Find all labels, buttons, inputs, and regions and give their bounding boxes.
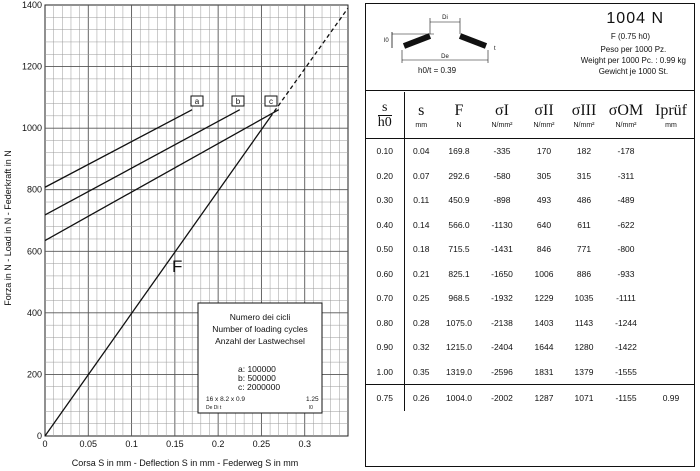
x-tick-label: 0.3 — [298, 439, 311, 449]
header-sigma-1-unit: N/mm² — [491, 121, 513, 129]
table-cell: 0.25 — [412, 293, 430, 304]
header-sigma-1 — [480, 92, 524, 139]
table-cell — [648, 286, 694, 311]
table-cell: 611 — [577, 219, 591, 230]
table-cell: 1035 — [574, 293, 594, 304]
table-cell: 0.07 — [412, 170, 430, 181]
weight-line-2: Weight per 1000 Pc. : 0.99 kg — [580, 56, 686, 65]
table-cell: 305 — [536, 170, 552, 181]
table-cell — [648, 139, 694, 164]
model-number: 1004 N — [606, 10, 664, 27]
legend-extra: 1.25 — [306, 396, 319, 403]
header-sigma-om-unit: N/mm² — [615, 121, 637, 129]
table-cell: 0.14 — [412, 219, 430, 230]
table-cell: -335 — [493, 146, 511, 157]
header-s-unit: mm — [415, 121, 428, 129]
table-cell: 0.04 — [412, 146, 430, 157]
table-row — [366, 286, 694, 311]
legend-title-2: Number of loading cycles — [212, 324, 308, 334]
table-cell: 566.0 — [448, 219, 470, 230]
y-tick-label: 600 — [26, 246, 42, 257]
box-label-b — [232, 96, 244, 106]
table-cell: 493 — [536, 195, 552, 206]
table-cell: 0.60 — [366, 262, 404, 287]
curve-label-f: F — [172, 257, 183, 276]
table-cell: 825.1 — [448, 268, 470, 279]
header-sigma-2-sym: σII — [534, 101, 554, 119]
box-label-c-text: c — [269, 97, 273, 106]
header-l-pruef-sym: Iprüf — [655, 101, 687, 119]
table-cell: -1244 — [615, 317, 637, 328]
legend-entry-a: a: 100000 — [238, 364, 276, 374]
header-sigma-3-sym: σIII — [571, 101, 597, 119]
table-cell: -489 — [617, 195, 635, 206]
y-tick-label: 400 — [26, 307, 42, 318]
header-l-pruef — [648, 92, 694, 139]
table-cell: 1.00 — [366, 360, 404, 385]
table-summary-row — [366, 385, 694, 412]
table-cell: 0.50 — [366, 237, 404, 262]
table-row — [366, 213, 694, 238]
box-label-a-text: a — [194, 97, 200, 106]
diagram-label-l0: l0 — [384, 38, 389, 44]
table-cell: -1555 — [615, 366, 637, 377]
table-cell: 1287 — [524, 385, 564, 412]
table-cell — [648, 237, 694, 262]
table-row — [366, 311, 694, 336]
table-cell: -800 — [617, 244, 635, 255]
table-header-row — [366, 92, 694, 139]
table-row — [366, 262, 694, 287]
y-tick-label: 800 — [26, 184, 42, 195]
table-cell: 486 — [576, 195, 592, 206]
table-cell: 0.10 — [366, 139, 404, 164]
table-cell: 169.8 — [448, 146, 470, 157]
table-cell: 0.30 — [366, 188, 404, 213]
table-row — [366, 188, 694, 213]
header-s-h0 — [366, 92, 404, 139]
table-cell: 968.5 — [448, 293, 470, 304]
table-cell: 0.28 — [412, 317, 430, 328]
table-cell: 0.26 — [404, 385, 438, 412]
box-label-b-text: b — [235, 97, 241, 106]
header-f-unit: N — [456, 121, 462, 129]
header-s-h0-denominator: h0 — [377, 114, 392, 130]
table-cell: -2138 — [491, 317, 513, 328]
table-cell: 1075.0 — [446, 317, 472, 328]
y-tick-label: 200 — [26, 369, 42, 380]
legend-title-3: Anzahl der Lastwechsel — [215, 336, 305, 346]
x-tick-label: 0 — [42, 439, 48, 449]
table-cell: 846 — [536, 244, 552, 255]
box-label-a — [191, 96, 203, 106]
legend-dims: 16 x 8.2 x 0.9 — [206, 396, 246, 403]
table-cell: 1280 — [574, 342, 594, 353]
table-row — [366, 237, 694, 262]
table-cell: 1229 — [534, 293, 554, 304]
diagram-label-t: t — [494, 46, 496, 52]
legend-extra-label: l0 — [309, 405, 313, 411]
table-cell: 0.70 — [366, 286, 404, 311]
table-cell: -2596 — [491, 366, 513, 377]
table-cell — [648, 188, 694, 213]
table-cell — [648, 360, 694, 385]
ratio-label: h0/t = 0.39 — [418, 66, 457, 75]
x-tick-label: 0.25 — [252, 439, 271, 449]
table-cell: 0.32 — [412, 342, 430, 353]
header-sigma-om — [604, 92, 648, 139]
table-row — [366, 164, 694, 189]
diagram-label-di: Di — [442, 15, 448, 21]
table-cell: 1143 — [574, 317, 594, 328]
table-cell: 450.9 — [448, 195, 470, 206]
box-label-c — [265, 96, 277, 106]
cycles-legend — [198, 303, 322, 413]
table-row — [366, 335, 694, 360]
spec-table — [366, 92, 694, 411]
legend-entry-c: c: 2000000 — [238, 382, 281, 392]
table-cell: 1644 — [534, 342, 554, 353]
table-cell: 1319.0 — [446, 366, 472, 377]
table-cell: 292.6 — [448, 170, 470, 181]
table-row — [366, 360, 694, 385]
legend-dims-labels: De Di t — [206, 405, 222, 411]
table-cell: 170 — [536, 146, 552, 157]
table-cell: 0.75 — [366, 385, 404, 412]
table-cell: -311 — [617, 170, 635, 181]
table-cell — [648, 311, 694, 336]
header-sigma-1-sym: σI — [495, 101, 509, 119]
table-cell: 0.35 — [412, 366, 430, 377]
table-row — [366, 139, 694, 164]
table-cell: 0.11 — [413, 195, 430, 206]
legend-title-1: Numero dei cicli — [229, 312, 291, 322]
table-cell: 640 — [536, 219, 552, 230]
table-cell — [648, 164, 694, 189]
diagram-label-de: De — [441, 54, 449, 60]
table-cell: -1932 — [491, 293, 513, 304]
table-cell: -1422 — [615, 342, 637, 353]
header-sigma-om-sym: σOM — [608, 101, 644, 119]
table-cell: 886 — [576, 268, 592, 279]
y-tick-label: 1200 — [21, 61, 42, 72]
table-cell: 1006 — [534, 268, 554, 279]
header-sigma-2 — [524, 92, 564, 139]
table-cell: 315 — [576, 170, 592, 181]
table-cell: 182 — [576, 146, 592, 157]
y-tick-label: 1000 — [21, 123, 42, 134]
table-cell: 1004.0 — [438, 385, 480, 412]
table-cell: 0.40 — [366, 213, 404, 238]
x-tick-label: 0.15 — [166, 439, 184, 449]
table-cell: -898 — [493, 195, 511, 206]
header-s-h0-fraction — [378, 101, 392, 130]
table-cell: 0.90 — [366, 335, 404, 360]
header-sigma-3 — [564, 92, 604, 139]
table-cell — [648, 262, 694, 287]
y-axis-label: Forza in N - Load in N - Federkraft in N — [3, 150, 13, 306]
x-tick-label: 0.1 — [125, 439, 138, 449]
table-cell: 1831 — [534, 366, 554, 377]
table-body — [366, 139, 694, 412]
table-cell: -2002 — [480, 385, 524, 412]
table-cell: 771 — [576, 244, 592, 255]
spring-cross-section-diagram — [374, 8, 514, 70]
header-l-pruef-unit: mm — [665, 121, 677, 129]
weight-line-1: Peso per 1000 Pz. — [600, 45, 667, 54]
table-cell: -580 — [493, 170, 511, 181]
table-cell: 0.21 — [412, 268, 430, 279]
weight-line-3: Gewicht je 1000 St. — [598, 67, 669, 76]
table-cell: 1071 — [564, 385, 604, 412]
table-cell: -1111 — [616, 293, 636, 304]
header-sigma-3-unit: N/mm² — [573, 121, 595, 129]
table-cell: 0.80 — [366, 311, 404, 336]
y-tick-label: 0 — [36, 431, 42, 441]
table-cell: -622 — [617, 219, 635, 230]
table-cell: 1215.0 — [446, 342, 472, 353]
x-tick-label: 0.05 — [79, 439, 98, 449]
table-cell: -178 — [617, 146, 635, 157]
spec-panel — [365, 3, 695, 467]
table-cell: -1431 — [491, 244, 513, 255]
table-cell: 1403 — [534, 317, 554, 328]
x-axis-label: Corsa S in mm - Deflection S in mm - Federweg S in mm — [71, 458, 299, 468]
header-s-h0-numerator: s — [378, 101, 392, 116]
legend-entry-b: b: 500000 — [238, 373, 276, 383]
y-tick-label: 1400 — [21, 0, 42, 10]
table-cell: 0.99 — [648, 385, 694, 412]
header-s-sym: s — [418, 101, 425, 119]
table-cell: 0.20 — [366, 164, 404, 189]
header-s — [404, 92, 438, 139]
weight-info — [581, 44, 686, 77]
header-sigma-2-unit: N/mm² — [533, 121, 555, 129]
table-cell — [648, 213, 694, 238]
header-f — [438, 92, 480, 139]
table-cell: 0.18 — [412, 244, 430, 255]
table-cell: -1650 — [491, 268, 513, 279]
table-cell: -1155 — [604, 385, 648, 412]
table-cell: 715.5 — [448, 244, 470, 255]
spec-header — [366, 4, 694, 91]
table-cell — [648, 335, 694, 360]
table-cell: 1379 — [574, 366, 594, 377]
model-sub: F (0.75 h0) — [610, 32, 650, 41]
table-cell: -2404 — [491, 342, 513, 353]
table-cell: -933 — [617, 268, 635, 279]
table-cell: -1130 — [491, 219, 513, 230]
x-tick-label: 0.2 — [211, 439, 225, 449]
header-f-sym: F — [454, 101, 464, 119]
